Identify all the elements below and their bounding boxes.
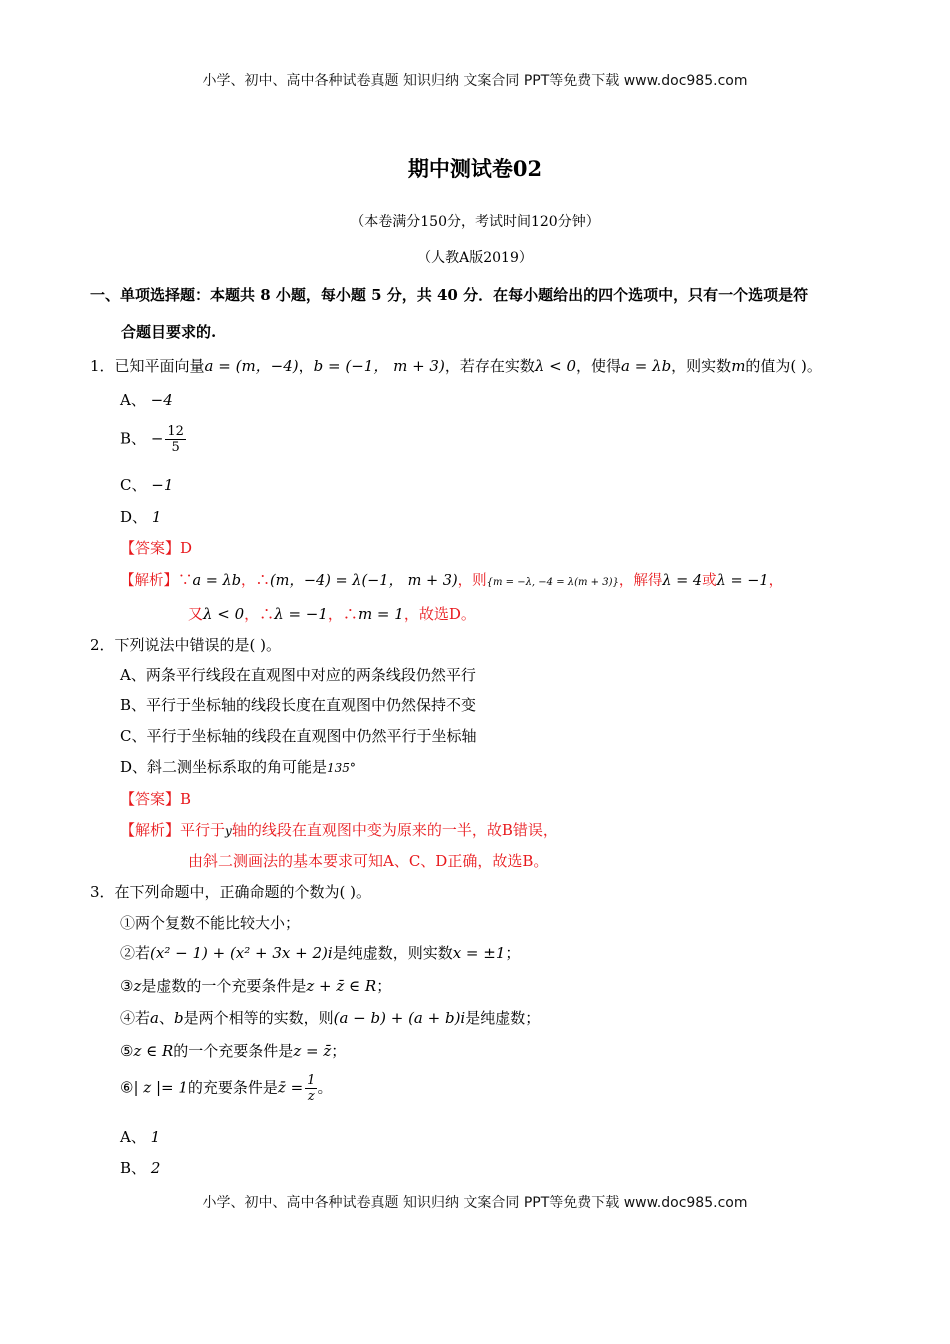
subtitle-score-time: （本卷满分150分，考试时间120分钟） xyxy=(350,214,600,230)
option-value: 1 xyxy=(150,1128,161,1146)
q1-option-b xyxy=(120,424,186,455)
option-label: D、 xyxy=(120,508,148,526)
item-text: 。 xyxy=(317,1078,333,1097)
item-text: 是虚数的一个充要条件是 xyxy=(141,977,307,995)
q1-stem-text: ，则实数 xyxy=(671,357,732,375)
section1-heading-cont: 合题目要求的. xyxy=(121,323,217,341)
item-text: 是纯虚数，则实数 xyxy=(332,944,453,962)
fraction-numerator: 12 xyxy=(167,424,184,439)
item-math: z = z̄ xyxy=(293,1042,332,1060)
exp-math: y xyxy=(225,824,232,838)
option-label: A、 xyxy=(120,1128,146,1146)
exp-math: (m，−4) = λ(−1， m + 3) xyxy=(269,573,458,589)
exp-text: ∵ xyxy=(178,573,193,589)
q1-stem-text: ，若存在实数 xyxy=(444,357,535,375)
q3-item2 xyxy=(120,942,520,963)
item-math: z xyxy=(133,977,142,995)
exp-math: λ = 4 xyxy=(662,573,703,589)
explanation-label: 【解析】 xyxy=(120,573,178,589)
option-value: −1 xyxy=(151,476,174,494)
option-value: 1 xyxy=(151,508,162,526)
q2-stem: 2．下列说法中错误的是( )。 xyxy=(90,636,282,654)
q1-equation: a = λb xyxy=(621,357,672,375)
exp-text: 或 xyxy=(702,573,717,589)
item-fraction xyxy=(305,1073,317,1104)
q1-option-a xyxy=(120,389,173,410)
q2-option-a: A、两条平行线段在直观图中对应的两条线段仍然平行 xyxy=(120,666,476,684)
item-text: ； xyxy=(505,944,521,962)
q1-answer: 【答案】D xyxy=(120,539,193,557)
q2-explanation-line2: 由斜二测画法的基本要求可知A、C、D正确，故选B。 xyxy=(188,852,549,870)
exp-text: 轴的线段在直观图中变为原来的一半，故B错误， xyxy=(231,821,558,839)
q1-explanation-line2 xyxy=(188,603,476,624)
option-value: 135° xyxy=(327,761,356,775)
item-math: (x² − 1) + (x² + 3x + 2)i xyxy=(150,944,333,962)
q1-variable-m: m xyxy=(731,357,746,375)
exp-text: ，解得 xyxy=(618,573,663,589)
option-label: B、 xyxy=(120,429,147,448)
q1-vector-a: a = (m，−4) xyxy=(204,357,299,375)
q1-lambda-condition: λ < 0 xyxy=(534,357,576,375)
item-text: 是两个相等的实数，则 xyxy=(183,1009,334,1027)
page-title: 期中测试卷02 xyxy=(407,156,543,181)
exp-math: λ < 0 xyxy=(203,605,245,623)
item-math: | z |= 1 xyxy=(133,1078,188,1097)
page-header: 小学、初中、高中各种试卷真题 知识归纳 文案合同 PPT等免费下载 www.doc985.com xyxy=(202,73,748,89)
item-text: ③ xyxy=(120,977,134,995)
option-label: B、 xyxy=(120,1159,147,1177)
q3-option-a xyxy=(120,1126,160,1147)
exp-math: a = λb xyxy=(192,573,241,589)
item-math: b xyxy=(173,1009,184,1027)
q2-explanation-line1 xyxy=(120,819,558,840)
fraction-numerator: 1 xyxy=(307,1073,316,1088)
q3-item1: ①两个复数不能比较大小； xyxy=(120,914,301,932)
option-label: A、 xyxy=(120,391,146,409)
option-sign: − xyxy=(150,429,164,448)
item-text: 、 xyxy=(158,1009,174,1027)
q1-stem xyxy=(90,355,822,376)
q1-stem-text: ， xyxy=(298,357,314,375)
exp-text: ，故选D。 xyxy=(403,605,476,623)
item-text: ④若 xyxy=(120,1009,151,1027)
q1-option-c xyxy=(120,474,173,495)
item-text: ； xyxy=(376,977,392,995)
exp-text: 平行于 xyxy=(180,821,226,839)
item-text: 是纯虚数； xyxy=(465,1009,541,1027)
q3-item5 xyxy=(120,1040,346,1061)
fraction-denominator: 5 xyxy=(171,440,180,455)
q2-answer: 【答案】B xyxy=(120,790,192,808)
item-text: 的充要条件是 xyxy=(187,1078,278,1097)
exp-math: λ = −1 xyxy=(716,573,769,589)
exp-math: m = 1 xyxy=(357,605,404,623)
q3-stem: 3．在下列命题中，正确命题的个数为( )。 xyxy=(90,883,372,901)
item-text: 的一个充要条件是 xyxy=(173,1042,294,1060)
exp-text: ， xyxy=(768,573,784,589)
item-math: x = ±1 xyxy=(452,944,506,962)
q3-option-b xyxy=(120,1157,160,1178)
item-math: z ∈ R xyxy=(133,1042,174,1060)
item-math: a xyxy=(150,1009,159,1027)
item-math: (a − b) + (a + b)i xyxy=(333,1009,466,1027)
q2-option-b: B、平行于坐标轴的线段长度在直观图中仍然保持不变 xyxy=(120,696,477,714)
option-label: C、 xyxy=(120,476,147,494)
q3-item3 xyxy=(120,975,391,996)
item-math: z̄ = xyxy=(277,1078,304,1097)
exp-text: ，∴ xyxy=(244,605,275,623)
exp-text: ，则 xyxy=(457,573,487,589)
q1-stem-text: 的值为( )。 xyxy=(745,357,822,375)
item-math: z + z̄ ∈ R xyxy=(306,977,377,995)
exp-text: 又 xyxy=(188,605,204,623)
subtitle-edition: （人教A版2019） xyxy=(417,250,533,266)
q2-option-d xyxy=(120,756,356,777)
q1-option-d xyxy=(120,506,161,527)
explanation-label: 【解析】 xyxy=(120,821,181,839)
option-fraction xyxy=(165,424,186,455)
q3-item6 xyxy=(120,1073,332,1104)
exp-text: ，∴ xyxy=(327,605,358,623)
fraction-denominator: z xyxy=(307,1089,315,1104)
item-text: ⑤ xyxy=(120,1042,134,1060)
q3-item4 xyxy=(120,1007,540,1028)
section1-heading: 一、单项选择题：本题共 8 小题，每小题 5 分，共 40 分．在每小题给出的四个选项中，只有一个选项是符 xyxy=(90,286,809,304)
page-footer: 小学、初中、高中各种试卷真题 知识归纳 文案合同 PPT等免费下载 www.doc985.com xyxy=(202,1195,748,1211)
q2-option-c: C、平行于坐标轴的线段在直观图中仍然平行于坐标轴 xyxy=(120,727,477,745)
exp-math: λ = −1 xyxy=(274,605,328,623)
option-text: D、斜二测坐标系取的角可能是 xyxy=(120,758,328,776)
option-value: 2 xyxy=(150,1159,161,1177)
q1-stem-text: ，使得 xyxy=(576,357,622,375)
item-text: ②若 xyxy=(120,944,151,962)
q1-explanation-line1 xyxy=(120,569,783,590)
exp-math-system: {m = −λ, −4 = λ(m + 3)} xyxy=(486,577,619,588)
exp-text: ，∴ xyxy=(240,573,270,589)
option-value: −4 xyxy=(150,391,173,409)
q1-stem-text: 1．已知平面向量 xyxy=(90,357,205,375)
q1-vector-b: b = (−1， m + 3) xyxy=(313,357,445,375)
item-text: ； xyxy=(331,1042,347,1060)
item-text: ⑥ xyxy=(120,1078,134,1097)
